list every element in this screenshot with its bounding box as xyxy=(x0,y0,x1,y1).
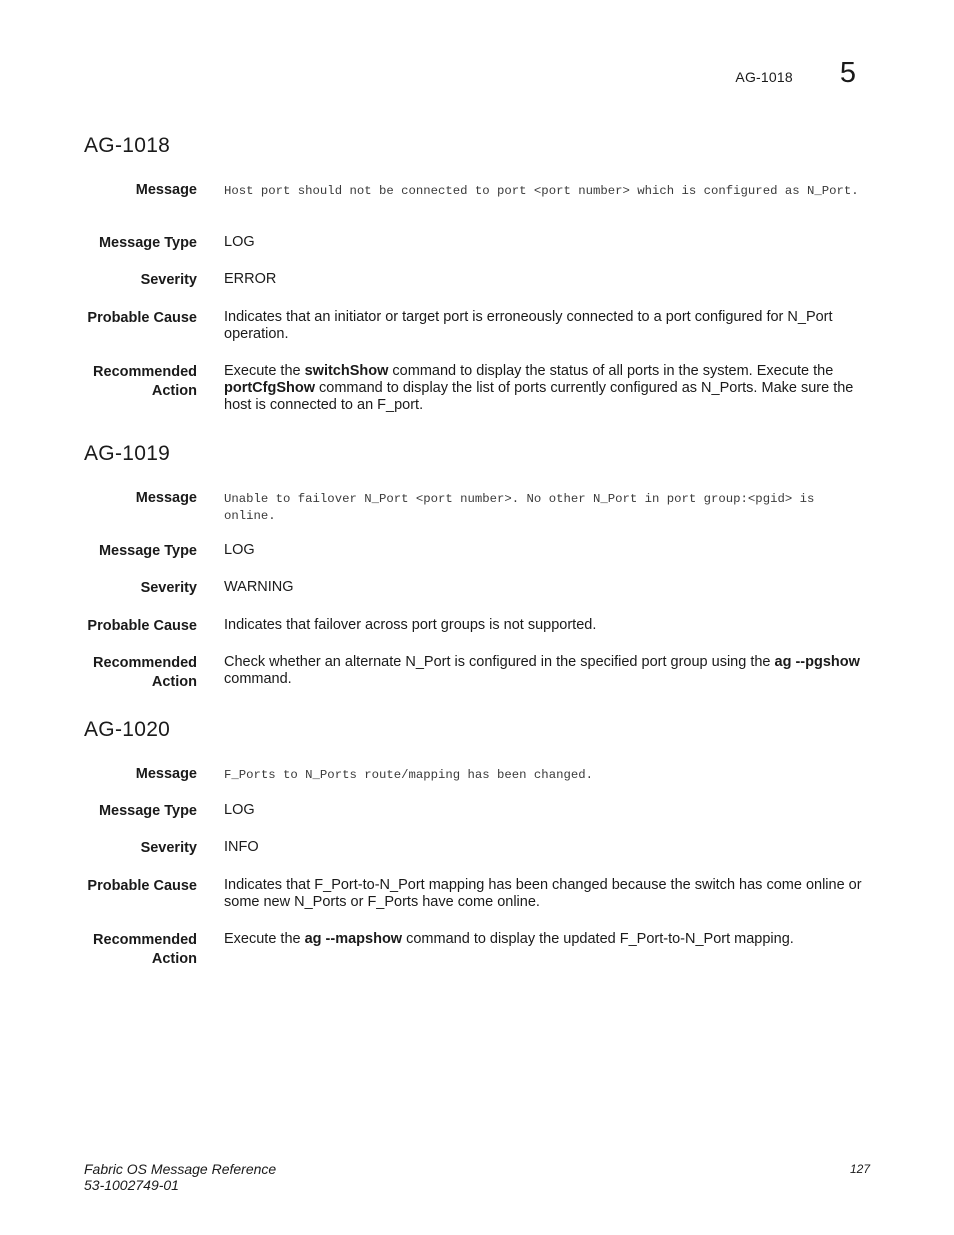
severity-value: WARNING xyxy=(224,579,294,595)
message-text: F_Ports to N_Ports route/mapping has been changed. xyxy=(224,768,593,782)
probable-cause-text: Indicates that failover across port groups is not supported. xyxy=(224,617,597,633)
recommended-action-text: Check whether an alternate N_Port is configured in the specified port group using the ag --pgshow command. xyxy=(224,654,860,687)
probable-cause-label: Probable Cause xyxy=(87,878,197,894)
message-type-label: Message Type xyxy=(98,235,197,251)
entry-title: AG-1018 xyxy=(84,134,171,157)
recommended-action-text: Execute the ag --mapshow command to display the updated F_Port-to-N_Port mapping. xyxy=(224,931,794,947)
footer-document-number: 53-1002749-01 xyxy=(84,1177,179,1193)
chapter-number: 5 xyxy=(839,57,856,89)
entry-title: AG-1020 xyxy=(84,718,171,741)
recommended-action-label: Recommended Action xyxy=(93,932,197,967)
command-ag-pgshow: ag --pgshow xyxy=(774,654,860,670)
message-label: Message xyxy=(135,766,197,782)
message-label: Message xyxy=(135,182,197,198)
probable-cause-text: Indicates that an initiator or target port is erroneously connected to a port configured for N_Port operation. xyxy=(224,309,833,342)
entry-title: AG-1019 xyxy=(84,442,171,465)
message-type-label: Message Type xyxy=(98,803,197,819)
probable-cause-text: Indicates that F_Port-to-N_Port mapping has been changed because the switch has come online or some new N_Ports or F_Ports have come online. xyxy=(224,877,862,910)
severity-label: Severity xyxy=(140,272,197,288)
message-type-value: LOG xyxy=(224,542,255,558)
probable-cause-label: Probable Cause xyxy=(87,618,197,634)
command-switchshow: switchShow xyxy=(304,363,389,379)
recommended-action-label: Recommended Action xyxy=(93,364,197,399)
footer-document-title: Fabric OS Message Reference xyxy=(84,1161,277,1177)
message-type-value: LOG xyxy=(224,802,255,818)
recommended-action-label: Recommended Action xyxy=(93,655,197,690)
running-header xyxy=(735,57,856,90)
recommended-action-text: Execute the switchShow command to display the status of all ports in the system. Execute the portCfgShow command to display the list of ports currently configured as N_Ports. Make sure the host is connected to an F_port. xyxy=(224,363,854,413)
message-type-label: Message Type xyxy=(98,543,197,559)
severity-value: ERROR xyxy=(224,271,277,287)
page-number: 127 xyxy=(849,1162,870,1176)
header-message-code: AG-1018 xyxy=(735,68,793,85)
probable-cause-label: Probable Cause xyxy=(87,310,197,326)
severity-value: INFO xyxy=(224,839,259,855)
command-portcfgshow: portCfgShow xyxy=(224,380,316,396)
page-footer xyxy=(84,1161,870,1193)
message-text: Unable to failover N_Port <port number>. No other N_Port in port group:<pgid> is online. xyxy=(224,492,815,523)
message-label: Message xyxy=(135,490,197,506)
message-text: Host port should not be connected to port <port number> which is configured as N_Port. xyxy=(224,184,859,198)
command-ag-mapshow: ag --mapshow xyxy=(304,931,403,947)
severity-label: Severity xyxy=(140,840,197,856)
message-type-value: LOG xyxy=(224,234,255,250)
severity-label: Severity xyxy=(140,580,197,596)
